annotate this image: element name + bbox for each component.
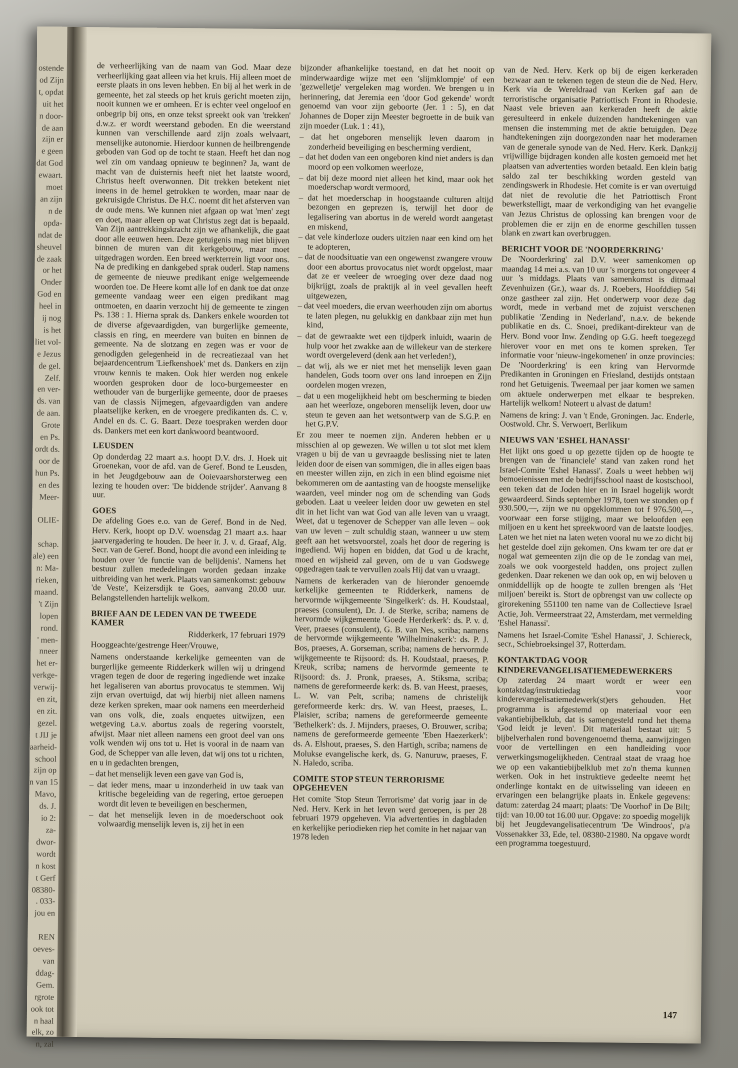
list-item: – dat de noodsituatie van een ongewenst zwangere vrouw door een abortus provocatus niet wordt opgelost, maar dat ze er veeleer de wroeging over deze daad nog bijkrijgt, zoals de praktijk al in veel gevallen heeft uitgewezen, bbox=[298, 252, 493, 301]
spine-fragment: ndat de bbox=[37, 230, 63, 240]
list-item: – dat het menselijk leven een gave van God is, bbox=[89, 769, 244, 780]
list-item: – dat de gewraakte wet een tijdperk inluidt, waarin de hulp voor het zwakke aan de willekeur van de sterkere wordt overgeleverd (denk aan het verleden!), bbox=[297, 331, 492, 362]
list-item: – dat het ongeboren menselijk leven daarom in zonderheid beveiliging en bescherming verdient, bbox=[299, 132, 494, 153]
paragraph: Namens onderstaande kerkelijke gemeenten van de burgerlijke gemeente Ridderkerk willen wij u dringend vragen tegen de door de regering ingediende wet inzake het legaliseren van abortus provocatus te stemmen. Wij zijn ervan overtuigd, dat wij hierbij niet alleen namens deze kerken spreken, maar ook namens een meerderheid van ons volk, die, zoals enquetes uitwijzen, een wetgeving t.a.v. abortus zoals de regering voorstelt, afwijst. Maar niet alleen namens een groot deel van ons volk wenden wij ons tot u. Het is vooral in de naam van God, de Schepper van alle leven, dat wij ons tot u richten, en u in gedachten brengen, bbox=[89, 652, 286, 768]
spine-fragment: liet vol- bbox=[34, 337, 62, 347]
spine-fragment: school bbox=[34, 754, 57, 764]
spine-fragment: zijn op bbox=[33, 765, 57, 776]
spine-fragment: OLIE- bbox=[37, 515, 60, 526]
spine-fragment: e geen bbox=[41, 146, 64, 157]
spine-fragment: rieken, bbox=[35, 575, 59, 585]
spine-fragment: Onder bbox=[40, 277, 62, 288]
spine-fragment: verkge- bbox=[32, 670, 58, 680]
spine-fragment: hun Ps. bbox=[35, 468, 60, 478]
list-item: – dat het menselijk leven in de moederschoot ook volwaardig menselijk leven is, zij het in een bbox=[89, 809, 284, 830]
paragraph: Op zaterdag 24 maart wordt er weer een kontaktdag/instruktiedag voor kinderevangelisatiemedewerk(st)ers gehouden. Het programma is afgestemd op materiaal voor een vakantiebijbelklub, dat is samengesteld rond het thema 'God leidt je leven'. Dit materiaal bestaat uit: 5 bijbelverhalen rond bovengenoemd thema, aanwijzingen voor de vertellingen en een handleiding voor verwerkingsmogelijkheden. Centraal staat de vraag hoe we op een vakantiebijbelklub met zo'n thema kunnen werken. Ook in het instruktieve gedeelte neemt het onderlinge kontakt en de uitwisseling van ideeen en ervaringen een belangrijke plaats in. Enkele gegevens: datum: zaterdag 24 maart; plaats: 'De Voorhof' in De Bilt; tijd: van 10.00 tot 16.00 uur. Opgave: zo spoedig mogelijk bij het Jeugdevangelisatiecentrum 'De Windroos', p/a Vossenakker 33, Ede, tel. 08380-21980. Na opgave wordt een programma toegestuurd. bbox=[495, 675, 692, 849]
spine-fragment: het er- bbox=[36, 658, 58, 669]
spine-fragment: de aan bbox=[41, 123, 64, 133]
spine-fragment: dat God bbox=[36, 158, 63, 169]
spine-fragment: za- bbox=[45, 825, 56, 835]
spine-fragment: Gem. bbox=[36, 980, 55, 990]
paragraph: Namens de kerkeraden van de hieronder genoemde kerkelijke gemeenten te Ridderkerk, namens de hervormde wijkgemeente 'Singelkerk': ds. H. Koudstaal, praeses (consulent), Dr. J. de Sterke, scriba; namens de hervormde wijkgemeente 'Goede Herderkerk': ds. P. v. d. Veer, praeses (consulent), G. B. van Nes, scriba; namens de hervormde wijkgemeente 'Wilhelminakerk': ds. P. J. Bos, praeses, A. Gorseman, scriba; namens de hervormde wijkgemeente te Rijsoord: ds. H. Koudstaal, praeses, P. Kreuk, scriba; namens de hervormde gemeente te Rijsoord: ds. J. Pronk, praeses, A. Stiksma, scriba; namens de gereformeerde kerk: ds. B. van Heest, praeses, L. W. van Pelt, scriba; namens de christelijk gereformeerde kerk: drs. W. van Heest, praeses, L. Plaisier, scriba; namens de gereformeerde gemeente 'Bethelkerk': ds. J. Mijnders, praeses, O. Brouwer, scriba; namens de gereformeerde gemeente 'Eben Haezerkerk': ds. A. Elshout, praeses, S. den Hartigh, scriba; namens de Molukse evangelische kerk, ds. G. Nanuruw, praeses, F. N. Haledo, scriba. bbox=[292, 576, 490, 769]
scanned-page bbox=[27, 26, 712, 1050]
spine-fragment: e Jezus bbox=[37, 349, 61, 359]
paragraph: Op donderdag 22 maart a.s. hoopt D.V. drs. J. Hoek uit Groenekan, voor de afd. van de Geref. Bond te Leusden, in het Jeugdgebouw aan de Ooievaarshorsterweg een lezing te houden over: 'De biddende strijder'. Aanvang 8 uur. bbox=[92, 451, 288, 500]
list-item: – dat het doden van een ongeboren kind niet anders is dan moord op een volkomen weerloze, bbox=[299, 152, 494, 173]
paragraph: De 'Noorderkring' zal D.V. weer samenkomen op maandag 14 mei a.s. van 10 uur 's morgens tot ongeveer 4 uur 's middags. Plaats van samenkomst is ditmaal Zevenhuizen (Gr.), waar ds. J. Roebers, Hoofddiep 54i onze gastheer zal zijn. Het onderwerp voor deze dag wordt, mede in verband met de zojuist verschenen publikatie 'Zending in Nederland', n.a.v. de bekende publikatie en ds. C. Snoei, predikant-direkteur van de Herv. Bond voor Inw. Zending op G.G. heeft toegezegd hierover voor en met ons te komen spreken. Ter informatie voor 'nieuw-ingekomenen' in onze provincies: De 'Noorderkring' is een kring van Hervormde Predikanten in Groningen en Friesland, destijds ontstaan rond het Getuigenis. Tweemaal per jaar komen we samen om aktuele onderwerpen met elkaar te bespreken. Hartelijk welkom! Noteert u alvast de datum! bbox=[499, 254, 696, 410]
spine-fragment: oor de bbox=[38, 456, 60, 466]
spine-fragment: ds. van bbox=[36, 396, 61, 407]
paragraph: Het lijkt ons goed u op gezette tijden op de hoogte te brengen van de 'financiele' stand van zaken rond het Israel-Comite 'Eshel Hanassi'. Zoals u weet hebben wij bemoeienissen met de bedrijfsschool naast de kostschool, een teken dat de Joden hier en in Israel hogelijk wordt gewaardeerd. Sinds september 1978, toen we stonden op f 930.500,—, zijn we nu opgeklommen tot f 976.500,—, voorwaar een forse stijging, maar we beloofden een miljoen en u kent het spreekwoord van de laatste loodjes. Laten we het niet na laten weten vooral nu we zo dicht bij het gestelde doel zijn gekomen. Ons kwam ter ore dat er nogal wat gemeenten zijn die op de 1e zondag van mei, zoals we ook voorgesteld hadden, ons project zullen gedenken. Daar rekenen we dan ook op, en wij beloven u onmiddellijk op de hoogte te zullen brengen als 'Het miljoen' bereikt is. Stort de opbrengst van uw collecte op girorekening 551100 ten name van de Collectieve Israel Actie, Joh. Vermeerstraat 22, Amsterdam, met vermelding 'Eshel Hanassi'. bbox=[497, 445, 694, 629]
section-heading: GOES bbox=[92, 504, 117, 516]
spine-fragment: ddag- bbox=[35, 968, 55, 978]
spine-fragment: jou en bbox=[34, 908, 56, 919]
spine-fragment: wordt bbox=[36, 849, 56, 859]
section-heading: LEUSDEN bbox=[92, 440, 134, 451]
spine-fragment: n door- bbox=[39, 111, 64, 121]
page-number: 147 bbox=[662, 1011, 678, 1022]
spine-fragment: en zit, bbox=[36, 694, 58, 704]
spine-fragment: ij nog bbox=[42, 313, 62, 323]
spine-fragment: REN bbox=[38, 932, 55, 942]
spine-fragment: Grote bbox=[41, 420, 61, 430]
spine-fragment: ook tot bbox=[30, 1004, 55, 1014]
spine-fragment: de gel. bbox=[38, 361, 61, 371]
section-heading: BRIEF AAN DE LEDEN VAN DE TWEEDE KAMER bbox=[91, 607, 257, 628]
list-item: – dat ieder mens, maar u inzonderheid in uw taak van kritische begeleiding van de regering, ertoe geroepen wordt dit leven te beveiligen en beschermen, bbox=[89, 779, 284, 810]
spine-fragment: van bbox=[42, 956, 55, 966]
spine-fragment: rgrote bbox=[34, 992, 55, 1002]
spine-fragment: t JIJ je bbox=[35, 730, 57, 740]
spine-fragment: 08380- bbox=[31, 885, 56, 895]
list-item: – dat u een mogelijkheid hebt om bescherming te bieden aan het weerloze, ongeboren menselijk leven, door uw steun te geven aan het wetsontwerp van de S.G.P. en het G.P.V. bbox=[296, 390, 492, 430]
spine-fragment: an zijn bbox=[40, 194, 63, 204]
spine-fragment: n van 15 bbox=[29, 777, 59, 788]
spine-fragment: heel in bbox=[38, 301, 62, 311]
paragraph: De afdeling Goes e.o. van de Geref. Bond in de Ned. Herv. Kerk, hoopt op D.V. woensdag 21 maart a.s. haar jaarvergadering te houden. De heer ir. J. v. d. Graaf, Alg. Secr. van de Geref. Bond, hoopt die avond een inleiding te houden over 'de functie van de belijdenis'. Namens het bestuur zullen mededelingen worden gedaan inzake uitbreiding van het werk. Plaats van samenkomst: gebouw 'de Veste', Keizersdijk te Goes, aanvang 20.00 uur. Belangstellenden hartelijk welkom. bbox=[91, 516, 287, 604]
spine-fragment: rond. bbox=[40, 623, 59, 633]
spine-fragment bbox=[28, 920, 55, 932]
spine-fragment: zijn er bbox=[42, 134, 64, 145]
spine-fragment: uit het bbox=[42, 99, 64, 109]
spine-fragment: en ver- bbox=[37, 384, 61, 395]
paragraph: Namens het Israel-Comite 'Eshel Hanassi', J. Schiereck, secr., Schiebroeksingel 37, Rotterdam. bbox=[497, 630, 692, 651]
spine-fragment: t Gerf bbox=[35, 873, 56, 883]
paragraph: Er zou meer te noemen zijn. Anderen hebben er u misschien al op gewezen. We willen u tot slot met klem vragen u bij de van u gevraagde beslissing niet te laten leiden door de eisen van sommigen, die in alles eigen baas en meester willen zijn, en zich in een blind egoisme niet bekommeren om de aantasting van de hoogste menselijke waarden, veel minder nog om de schending van Gods geboden. Laat u veeleer leiden door uw geweten en stel dit in het licht van wat God van alle leven van u vraagt. Weet, dat u tegenover de Schepper van alle leven – ook van uw leven – zult schuldig staan, wanneer u uw stem geeft aan het wetsvoorstel, zoals het door de regering is ingediend. Wij hopen en bidden, dat God u de kracht, moed en wijsheid zal geven, om de u van Godswege opgedragen taak te vervullen zoals Hij dat van u vraagt. bbox=[294, 430, 491, 576]
spine-fragment: Zelf. bbox=[44, 373, 61, 383]
spine-fragment: ostende bbox=[38, 63, 64, 73]
columns bbox=[87, 61, 698, 1001]
spine-fragment: n, zal bbox=[35, 1039, 54, 1050]
list-item: – dat vele kinderloze ouders uitzien naar een kind om het te adopteren, bbox=[298, 232, 493, 252]
section-heading: COMITE STOP STEUN TERRORISME OPGEHEVEN bbox=[292, 772, 445, 794]
column-2 bbox=[290, 63, 494, 999]
column-1 bbox=[87, 61, 291, 997]
section-heading: KONTAKTDAG VOOR KINDEREVANGELISATIEMEDEWERKERS bbox=[497, 654, 673, 676]
spine-fragment: oeves- bbox=[32, 944, 55, 954]
spine-fragment bbox=[32, 527, 59, 539]
paragraph: bijzonder afhankelijke toestand, en dat het nooit op minderwaardige wijze met een 'slijmklompje' of een 'gezwelletje' vergeleken mag worden. We brengen u in herinnering, dat Jeremia een 'door God gekende' wordt genoemd van voor zijn geboorte (Jer. 1 : 5), en dat Johannes de Doper zijn Meester begroette in de buik van zijn moeder (Luk. 1 : 41), bbox=[299, 63, 495, 131]
spine-fragment: de aan. bbox=[36, 408, 61, 419]
spine-fragment: moet bbox=[45, 182, 63, 192]
spine-fragment: God en bbox=[37, 289, 62, 299]
spine-fragment: io 2: bbox=[40, 813, 57, 823]
column-3 bbox=[494, 65, 698, 1001]
section-heading: NIEUWS VAN 'ESHEL HANASSI' bbox=[499, 434, 631, 446]
spine-fragment bbox=[32, 503, 59, 515]
spine-fragment: n kost bbox=[35, 861, 56, 871]
spine-fragment: en des bbox=[38, 480, 60, 490]
spine-fragment: Mavo, bbox=[34, 789, 57, 800]
spine-fragment: schap. bbox=[37, 539, 59, 550]
list-item: – dat wij, als we er niet met het menselijk leven gaan handelen, Gods toorn over ons land inroepen en Zijn oordelen mogen vrezen, bbox=[297, 361, 492, 391]
spine-fragment: ewaart. bbox=[38, 170, 63, 180]
spine-fragment: aarheid- bbox=[29, 742, 57, 752]
spine-fragment: n haal bbox=[33, 1016, 54, 1026]
spine-fragment: Meer- bbox=[39, 492, 60, 502]
spine-fragment: nneer bbox=[39, 646, 58, 657]
spine-fragment: verwij- bbox=[33, 682, 58, 692]
spine-fragment: gezel. bbox=[37, 718, 58, 728]
list-item: – dat het moederschap in hoogstaande culturen altijd bezongen en geprezen is, terwijl het door de legalisering van abortus in de wereld wordt aangetast en miskend, bbox=[298, 192, 494, 232]
spine-fragment: maand. bbox=[34, 587, 59, 597]
spine-fragment: ale) een bbox=[32, 551, 59, 561]
paragraph: van de Ned. Herv. Kerk op bij de eigen kerkeraden bezwaar aan te tekenen tegen de steun die de Ned. Herv. Kerk via de Wereldraad van Kerken gaf aan de terroristische organisatie Patriottisch Front in Rhodesie. Naast vele brieven aan kerkeraden heeft de aktie geresulteerd in enkele duizenden handtekeningen van mensen die instemming met de aktie betuigden. Deze handtekeningen zijn doorgezonden naar het moderamen van de generale synode van de Ned. Herv. Kerk. Dankzij vrijwillige bijdragen konden alle kosten gemoeid met het plaatsen van advertenties worden betaald. Een klein batig saldo zal ter beschikking worden gesteld van zendingswerk in Rhodesie. Het comite is er van overtuigd dat niet de revolutie die het Patriottisch Front bewerkstelligt, maar de verkondiging van het evangelie van Jezus Christus de oplossing kan brengen voor de problemen die er zijn en de enorme geschillen tussen blank en zwart kan overbruggen. bbox=[501, 65, 698, 239]
paragraph: Hooggeachte/gestrenge Heer/Vrouwe, bbox=[90, 640, 219, 651]
spine-fragment: . 033- bbox=[35, 896, 56, 907]
spine-fragment: en zit. bbox=[36, 706, 58, 716]
spine-fragment: od Zijn bbox=[39, 75, 64, 85]
paragraph: Namens de kring: J. van 't Ende, Groningen. Jac. Enderle, Oostwold. Chr. S. Verwoert, Berlikum bbox=[499, 410, 695, 431]
spine-fragment: elk, zo bbox=[31, 1027, 54, 1038]
spine-fragment: t, opdat bbox=[38, 87, 64, 97]
spine-fragment: sheuvel bbox=[36, 242, 63, 252]
spine-fragment: ' men- bbox=[37, 635, 58, 645]
spine-fragment: 't Zijn bbox=[38, 599, 59, 609]
spine-fragment: dwor- bbox=[36, 837, 56, 847]
list-item: – dat bij deze moord niet alleen het kind, maar ook het moederschap wordt vermoord, bbox=[299, 172, 494, 193]
spine-fragment: ordt ds. bbox=[34, 444, 60, 454]
list-item: – dat veel moeders, die ervan weerhouden zijn om abortus te laten plegen, nu gelukkig en dankbaar zijn met hun kind, bbox=[297, 301, 493, 330]
section-heading: BERICHT VOOR DE 'NOORDERKRING' bbox=[501, 243, 664, 255]
spine-fragment: lopen bbox=[39, 611, 59, 621]
spine-fragment: ds. J. bbox=[39, 801, 57, 811]
spine-fragment: or het bbox=[42, 265, 62, 276]
spine-fragment: opda- bbox=[43, 218, 63, 228]
spine-fragment: n de bbox=[48, 206, 63, 216]
spine-fragment: de zaak bbox=[36, 254, 62, 264]
paragraph: de verheerlijking van de naam van God. Maar deze verheerlijking gaat alleen via het kruis. Hij alleen moet de eerste plaats in ons leven hebben. En bij al het werk in de gemeente, het zal steeds op het kruis gericht moeten zijn, nooit kunnen we er omheen. Er is echter veel ongeloof en onbegrip bij ons, en onze tekst spreekt ook van 'trekken' d.w.z. er wordt weerstand geboden. En die weerstand kunnen van verschillende aard zijn zoals welvaart, menselijke autonomie. Hierdoor kunnen de heilbrengende geboden van God op de tocht te staan. Heeft het dan nog wel zin om vandaag opnieuw te beginnen? Ja, want de macht van de duisternis heeft niet het laatste woord, Christus heeft overwonnen. Dit trekken betekent niet ineens in de hemel getrokken te worden, maar naar de gekruisigde Christus. De H.C. noemt dit het afsterven van de oude mens. We kunnen niet afgaan op wat 'men' zegt en doet, maar alleen op wat Christus zegt dat is bepaald. Van Zijn aantrekkingskracht zijn we afhankelijk, die gaat door alle eeuwen heen. Deze getuigenis mag niet blijven binnen de muren van dit kerkgebouw, maar moet uitgedragen worden. Een breed werkterrein ligt voor ons. Na de prediking en dankgebed sprak ouderl. Stap namens de gemeente de nieuwe predikant enige welgemeende woorden toe. De Heere komt alle lof en dank toe dat onze gemeente vandaag weer een eigen predikant mag ontmoeten, en daarin verzocht hij de gemeente te zingen Ps. 138 : 1. Hierna sprak ds. Dankers enkele woorden tot de diverse afgevaardigden, van burgerlijke gemeente, classis en ring, en meerdere van buiten en binnen de gemeente. Na de slotzang en zegen was er voor de genodigden gelegenheid in de recreatiezaal van het bejaardencentrum 'Liefkenshoek' met ds. Dankers en zijn vrouw kennis te maken. Ook hier werden nog enkele woorden gesproken door de loco-burgemeester en wethouder van de burgerlijke gemeente, door de praeses van de classis Nijmegen, afgevaardigden van andere plaatselijke kerken, en de vroegere predikanten ds. C. v. Andel en ds. C. G. Baart. Deze toespraken werden door ds. Dankers met een kort dankwoord beantwoord. bbox=[93, 61, 292, 437]
spine-fragment: is het bbox=[43, 325, 62, 335]
paragraph: Het comite 'Stop Steun Terrorisme' dat vorig jaar in de Ned. Herv. Kerk in het leven werd geroepen, is per 28 februari 1979 opgeheven. Via advertenties in dagbladen en kerkelijke periodieken riep het comite in het najaar van 1978 leden bbox=[292, 794, 487, 842]
spine-fragment: n: Ma- bbox=[36, 563, 59, 573]
spine-fragment: en Ps. bbox=[40, 432, 61, 442]
dateline: Ridderkerk, 17 februari 1979 bbox=[188, 629, 286, 640]
